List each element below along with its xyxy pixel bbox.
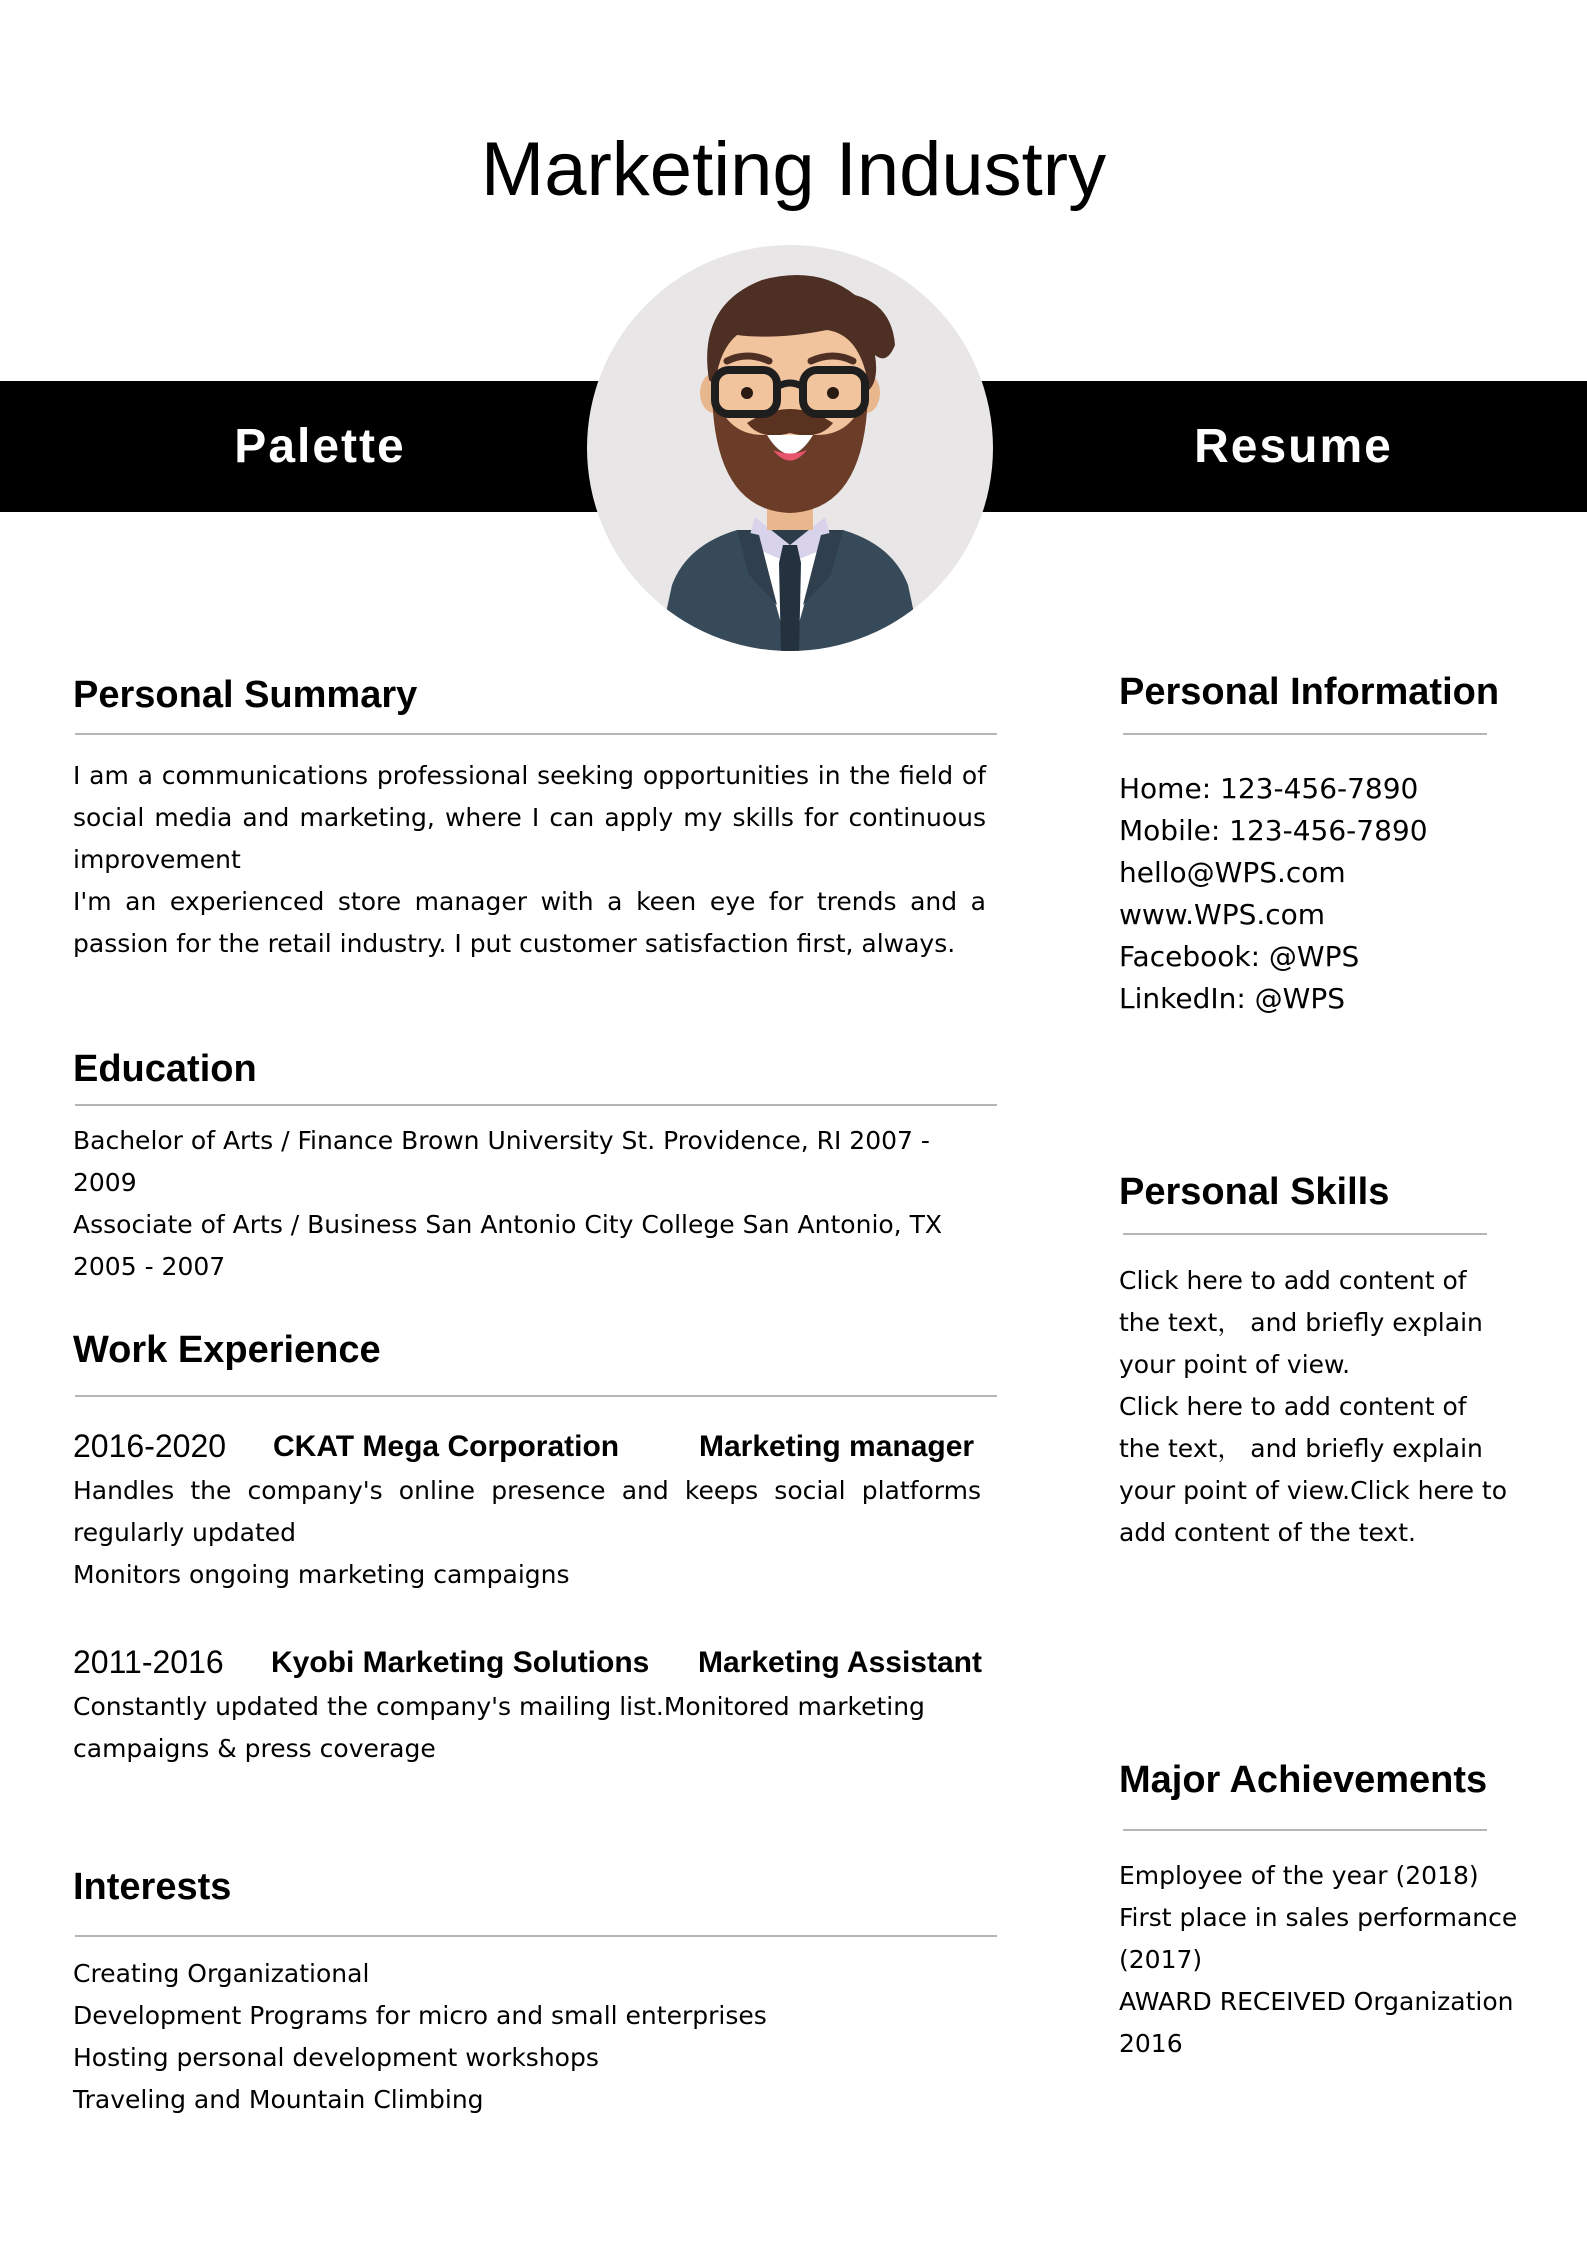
job-details <box>73 1686 1033 1770</box>
education-list <box>73 1120 973 1288</box>
education-item: Associate of Arts / Business San Antonio City College San Antonio, TX 2005 - 2007 <box>73 1210 942 1281</box>
section-heading-education: Education <box>73 1048 257 1090</box>
interest-item: Creating Organizational <box>73 1959 370 1988</box>
section-heading-interests: Interests <box>73 1866 232 1908</box>
info-email: hello@WPS.com <box>1119 856 1346 889</box>
job-header <box>73 1644 1023 1688</box>
job-detail: Handles the company's online presence and keeps social platforms regularly updated <box>73 1476 981 1547</box>
section-heading-info: Personal Information <box>1119 671 1500 713</box>
achievement-item: First place in sales performance (2017) <box>1119 1903 1518 1974</box>
education-item: Bachelor of Arts / Finance Brown University St. Providence, RI 2007 - 2009 <box>73 1126 930 1197</box>
summary-paragraph: I'm an experienced store manager with a keen eye for trends and a passion for the retail industry. I put customer satisfaction first, always. <box>73 887 986 958</box>
achievements-list <box>1119 1855 1579 2065</box>
section-divider <box>1123 733 1487 735</box>
job-years: 2011-2016 <box>73 1644 224 1680</box>
job-role: Marketing manager <box>699 1430 975 1463</box>
page-title: Marketing Industry <box>480 127 1107 212</box>
job-company: CKAT Mega Corporation <box>273 1430 620 1463</box>
skills-text <box>1119 1260 1509 1554</box>
interest-item: Development Programs for micro and small enterprises <box>73 2001 767 2030</box>
section-divider <box>1123 1829 1487 1831</box>
interest-item: Traveling and Mountain Climbing <box>73 2085 484 2114</box>
job-role: Marketing Assistant <box>698 1646 982 1679</box>
job-detail: Constantly updated the company's mailing list.Monitored marketing campaigns & press coverage <box>73 1692 925 1763</box>
skills-paragraph: Click here to add content of the text， and briefly explain your point of view. <box>1119 1266 1483 1379</box>
section-heading-achievements: Major Achievements <box>1119 1759 1488 1801</box>
section-divider <box>1123 1233 1487 1235</box>
summary-text <box>73 755 986 965</box>
job-company: Kyobi Marketing Solutions <box>271 1646 650 1679</box>
achievement-item: AWARD RECEIVED Organization 2016 <box>1119 1987 1514 2058</box>
section-divider <box>75 1395 997 1397</box>
info-mobile: Mobile: 123-456-7890 <box>1119 814 1428 847</box>
job-details <box>73 1470 981 1596</box>
info-list <box>1119 768 1539 1020</box>
bearded-man-avatar-icon <box>587 245 993 651</box>
section-heading-work: Work Experience <box>73 1329 381 1371</box>
interests-list <box>73 1953 973 2121</box>
job-detail: Monitors ongoing marketing campaigns <box>73 1560 570 1589</box>
banner-left-label: Palette <box>234 420 406 473</box>
avatar <box>587 245 993 651</box>
banner-right-label: Resume <box>1194 420 1393 473</box>
section-heading-summary: Personal Summary <box>73 674 418 716</box>
section-heading-skills: Personal Skills <box>1119 1171 1390 1213</box>
skills-paragraph: Click here to add content of the text， and briefly explain your point of view.Click here to add content of the text. <box>1119 1392 1508 1547</box>
section-divider <box>75 1104 997 1106</box>
info-linkedin: LinkedIn: @WPS <box>1119 982 1346 1015</box>
summary-paragraph: I am a communications professional seeking opportunities in the field of social media and marketing, where I can apply my skills for continuous improvement <box>73 761 986 874</box>
job-header <box>73 1428 1023 1472</box>
info-website: www.WPS.com <box>1119 898 1326 931</box>
section-divider <box>75 1935 997 1937</box>
info-home: Home: 123-456-7890 <box>1119 772 1419 805</box>
achievement-item: Employee of the year (2018) <box>1119 1861 1479 1890</box>
info-facebook: Facebook: @WPS <box>1119 940 1360 973</box>
section-divider <box>75 733 997 735</box>
interest-item: Hosting personal development workshops <box>73 2043 599 2072</box>
job-years: 2016-2020 <box>73 1428 227 1464</box>
